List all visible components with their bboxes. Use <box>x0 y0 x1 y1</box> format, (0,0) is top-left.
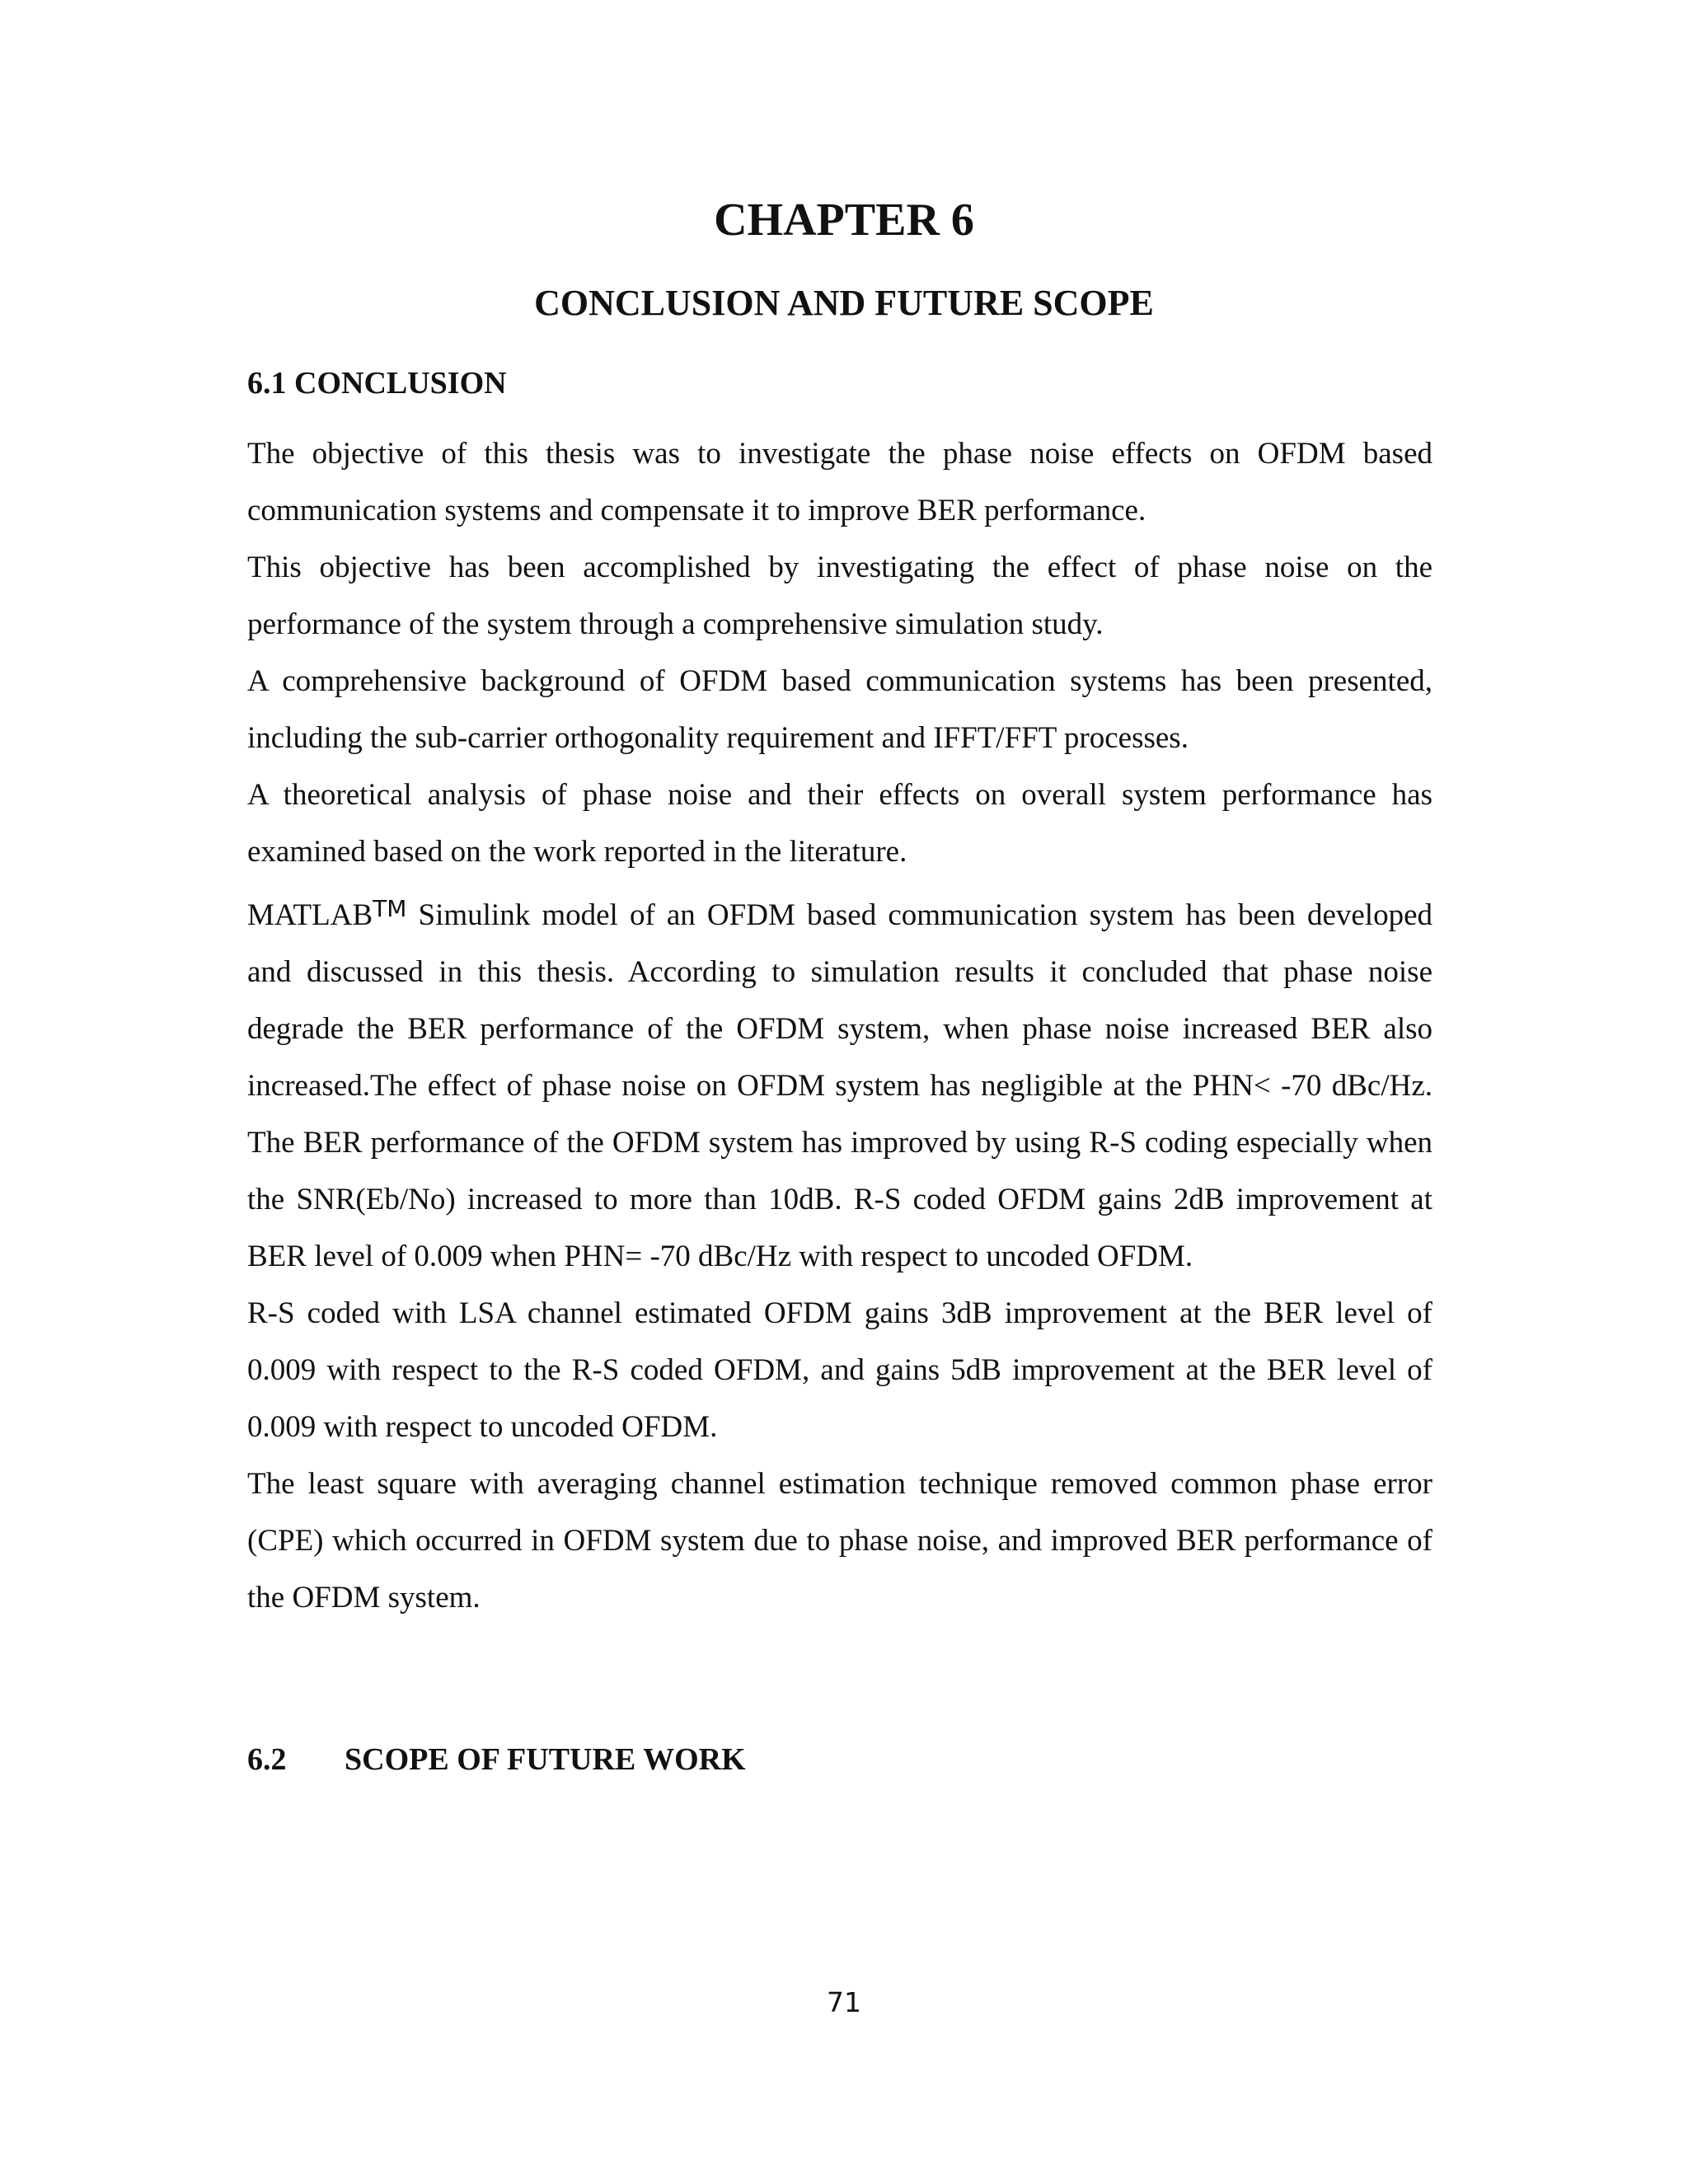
paragraph-simulink-model <box>247 880 1432 1285</box>
page-number: 71 <box>827 1986 861 2018</box>
section-heading-conclusion: 6.1 CONCLUSION <box>247 366 507 401</box>
chapter-subtitle: CONCLUSION AND FUTURE SCOPE <box>534 283 1154 323</box>
section-heading-future-work <box>247 1739 746 1780</box>
paragraph-accomplished: This objective has been accomplished by investigating the effect of phase noise on the performance of the system through a comprehensive simulation study. <box>247 551 1432 641</box>
paragraph-least-square: The least square with averaging channel estimation technique removed common phase error (CPE) which occurred in OFDM system due to phase noise, and improved BER performance of the OFDM system. <box>247 1467 1432 1615</box>
paragraph-theoretical-analysis: A theoretical analysis of phase noise and their effects on overall system performance has examined based on the work reported in the literature. <box>247 778 1432 869</box>
paragraph-background: A comprehensive background of OFDM based communication systems has been presented, including the sub-carrier orthogonality requirement and IFFT/FFT processes. <box>247 664 1432 755</box>
paragraph-objective: The objective of this thesis was to investigate the phase noise effects on OFDM based communication systems and compensate it to improve BER performance. <box>247 437 1432 527</box>
trademark-symbol: TM <box>373 895 407 922</box>
simulink-text: Simulink model of an OFDM based communication system has been developed and discussed in this thesis. According to simulation results it concluded that phase noise degrade the BER performance of the OFDM system, when phase noise increased BER also increased.The effect of phase noise on OFDM system has negligible at the PHN< -70 dBc/Hz. The BER performance of the OFDM system has improved by using R-S coding especially when the SNR(Eb/No) increased to more than 10dB. R-S coded OFDM gains 2dB improvement at BER level of 0.009 when PHN= -70 dBc/Hz with respect to uncoded OFDM. <box>247 898 1432 1273</box>
section-number: 6.2 <box>247 1742 287 1777</box>
section-title: SCOPE OF FUTURE WORK <box>345 1742 746 1777</box>
matlab-label: MATLAB <box>247 898 373 932</box>
conclusion-body <box>247 425 1432 1626</box>
chapter-title: CHAPTER 6 <box>714 194 974 246</box>
paragraph-rs-lsa: R-S coded with LSA channel estimated OFDM gains 3dB improvement at the BER level of 0.009 with respect to the R-S coded OFDM, and gains 5dB improvement at the BER level of 0.009 with respect to uncoded OFDM. <box>247 1296 1432 1444</box>
